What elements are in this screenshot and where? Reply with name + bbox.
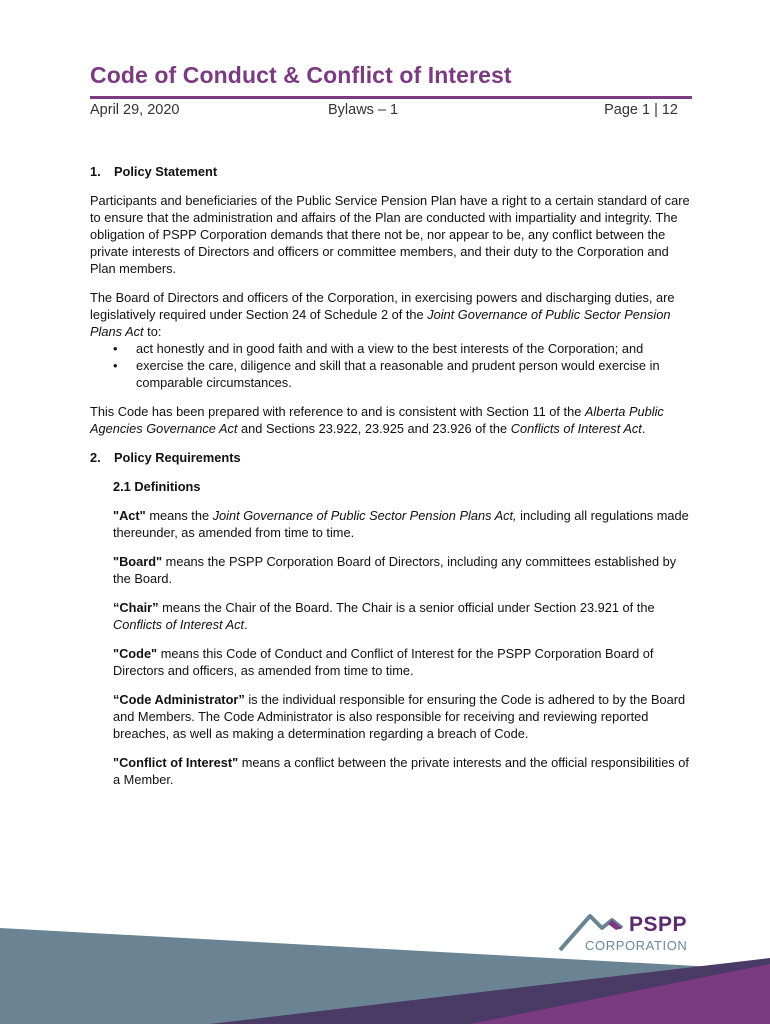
policy-paragraph-1: Participants and beneficiaries of the Public Service Pension Plan have a right to a certain standard of care to ensure that the administration and affairs of the Plan are conducted with impartiality and integrity. The obligation of PSPP Corporation demands that there not be, nor appear to be, any conflict between the private interests of Directors and officers or committee members, and their duty to the Corporation and Plan members. [90,193,690,276]
definition-act: "Act" means the Joint Governance of Public Sector Pension Plans Act, including all regulations made thereunder, as amended from time to time. [113,508,689,540]
header-date: April 29, 2020 [90,102,180,118]
duty-list [90,340,690,391]
title-rule [90,96,692,99]
definition-chair: “Chair” means the Chair of the Board. The Chair is a senior official under Section 23.921 of the Conflicts of Interest Act. [113,600,655,632]
section-1-heading [90,163,690,180]
section-number: 2. [90,450,101,465]
section-2-heading [90,449,690,466]
document-body [90,163,690,800]
bullet-icon: • [113,358,118,373]
list-item: • act honestly and in good faith and with a view to the best interests of the Corporation; and [113,341,644,356]
section-number: 1. [90,164,101,179]
document-title: Code of Conduct & Conflict of Interest [90,62,512,88]
section-heading-text: Policy Requirements [114,450,241,465]
section-heading-text: Policy Statement [114,164,218,179]
definition-board: "Board" means the PSPP Corporation Board of Directors, including any committees established by the Board. [113,554,677,586]
logo-wordmark: PSPP [629,913,688,936]
policy-paragraph-3: This Code has been prepared with reference to and is consistent with Section 11 of the Alberta Public Agencies Governance Act and Sections 23.922, 23.925 and 23.926 of the Conflicts of Interest Act. [90,404,664,436]
list-item: • exercise the care, diligence and skill that a reasonable and prudent person would exercise in comparable circumstances. [113,358,660,390]
act-reference: Joint Governance of Public Sector Pension Plans Act [90,307,671,339]
bullet-icon: • [113,341,118,356]
definition-code: "Code" means this Code of Conduct and Conflict of Interest for the PSPP Corporation Board of Directors and officers, as amended from time to time. [113,646,654,678]
header-page-number: Page 1 | 12 [604,102,678,118]
logo-subtitle: CORPORATION [585,938,688,953]
subsection-heading: 2.1 Definitions [113,479,201,494]
header-section: Bylaws – 1 [328,102,399,118]
definition-conflict-of-interest: "Conflict of Interest" means a conflict between the private interests and the official responsibilities of a Member. [113,755,689,787]
policy-paragraph-2: The Board of Directors and officers of the Corporation, in exercising powers and discharging duties, are legislatively required under Section 24 of Schedule 2 of the Joint Governance of Public Sector Pension Plans Act to: [90,290,675,339]
definition-code-administrator: “Code Administrator” is the individual responsible for ensuring the Code is adhered to by the Board and Members. The Code Administrator is also responsible for receiving and reviewing reported breaches, as well as making a determination regarding a breach of Code. [113,692,686,741]
